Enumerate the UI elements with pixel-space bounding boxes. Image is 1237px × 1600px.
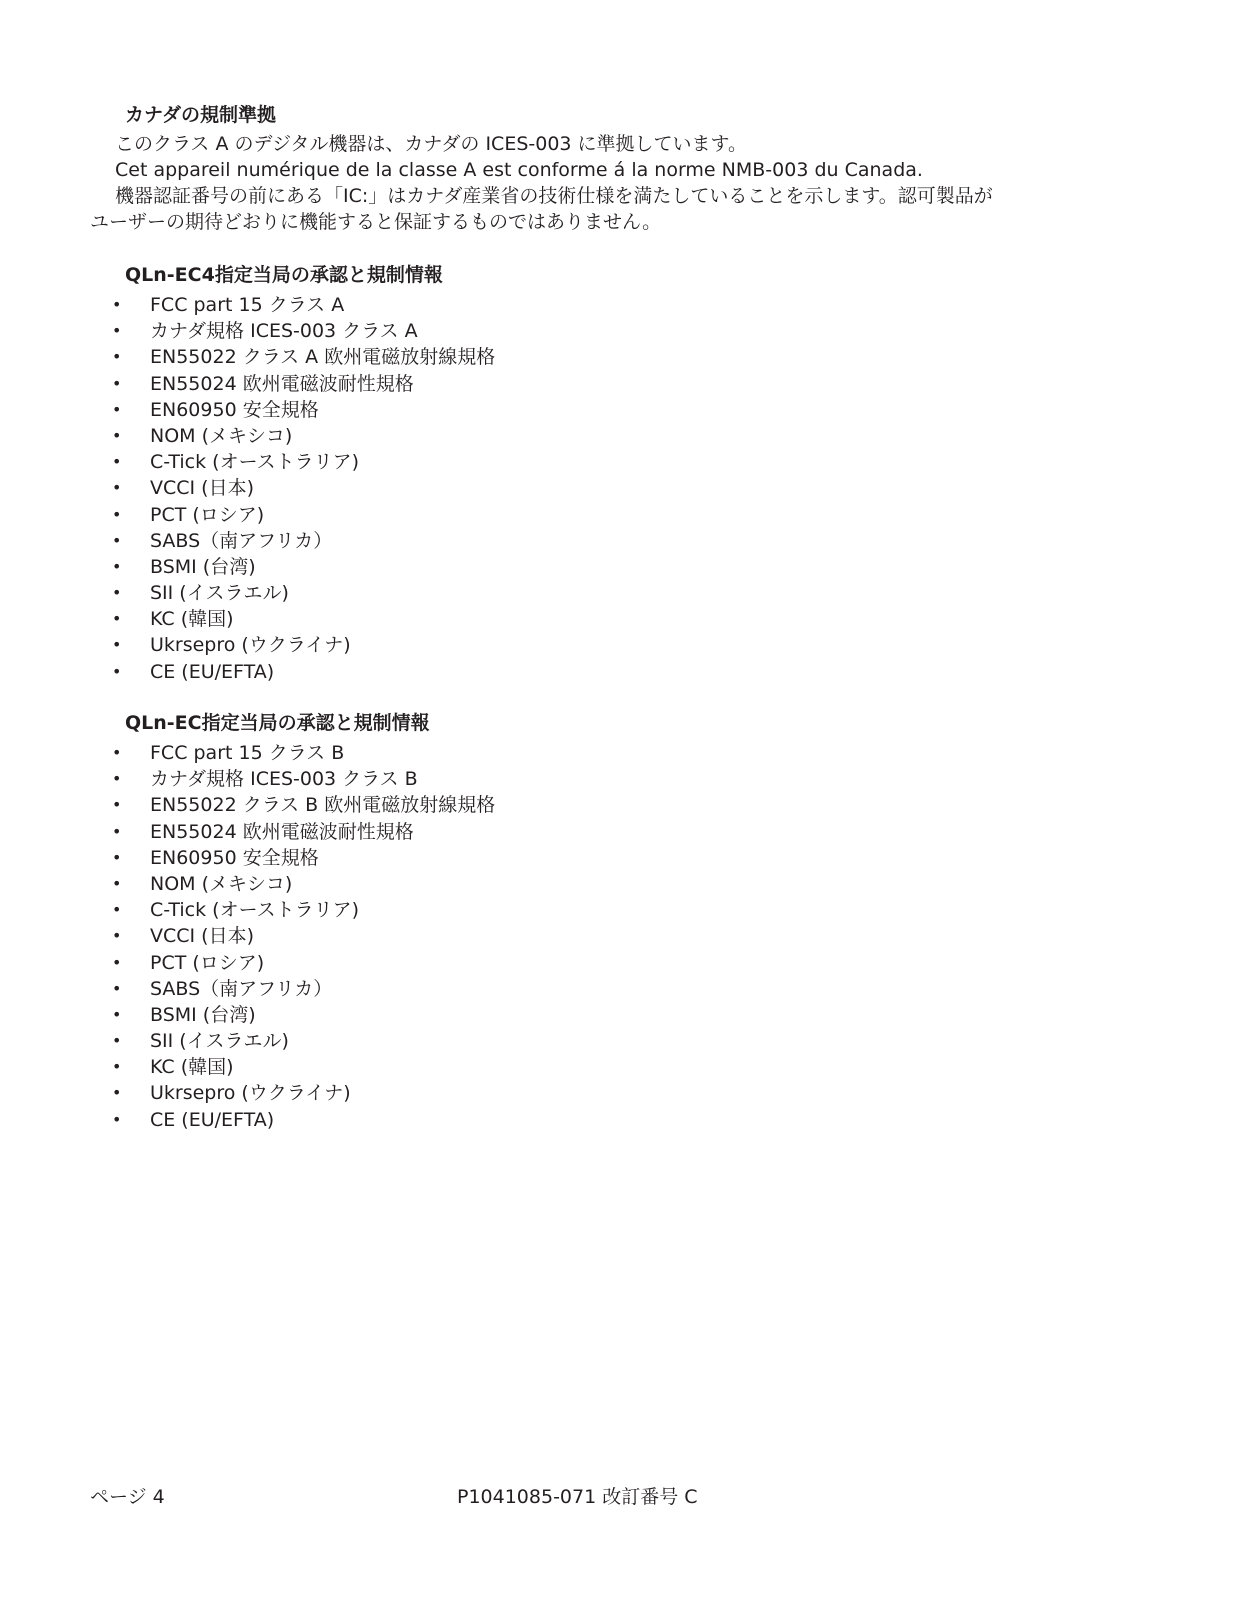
list-item-text: SII (イスラエル): [150, 582, 289, 605]
list-item-text: FCC part 15 クラス A: [150, 294, 345, 316]
list-item-text: SABS（南アフリカ）: [150, 977, 333, 1000]
list-item-text: VCCI (日本): [150, 477, 254, 500]
canada-compliance-line-2: Cet appareil numérique de la classe A est conforme á la norme NMB-003 du Canada.: [115, 159, 923, 181]
list-item-text: CE (EU/EFTA): [150, 660, 275, 683]
bullet-icon: •: [112, 556, 122, 576]
bullet-icon: •: [112, 795, 122, 815]
bullet-icon: •: [112, 743, 122, 762]
bullet-icon: •: [112, 373, 122, 393]
canada-compliance-line-4: ユーザーの期待どおりに機能すると保証するものではありません。: [90, 211, 662, 233]
list-item-text: PCT (ロシア): [150, 503, 265, 526]
bullet-icon: •: [112, 873, 122, 893]
list-item-text: PCT (ロシア): [150, 951, 265, 974]
bullet-icon: •: [112, 425, 122, 445]
bullet-icon: •: [112, 1109, 122, 1129]
bullet-icon: •: [112, 769, 122, 789]
page-number: ページ 4: [90, 1486, 165, 1508]
ec4-approvals-heading: QLn-EC4指定当局の承認と規制情報: [125, 264, 443, 286]
bullet-icon: •: [112, 952, 122, 972]
list-item-text: BSMI (台湾): [150, 555, 256, 578]
list-item-text: SABS（南アフリカ）: [150, 529, 333, 552]
bullet-icon: •: [112, 321, 122, 341]
bullet-icon: •: [112, 900, 122, 920]
bullet-icon: •: [112, 1031, 122, 1051]
bullet-icon: •: [112, 635, 122, 655]
document-number: P1041085-071 改訂番号 C: [457, 1486, 698, 1508]
list-item-text: EN60950 安全規格: [150, 398, 319, 421]
bullet-icon: •: [112, 530, 122, 550]
list-item-text: KC (韓国): [150, 1056, 234, 1079]
ec-approvals-heading: QLn-EC指定当局の承認と規制情報: [125, 712, 430, 734]
list-item-text: BSMI (台湾): [150, 1003, 256, 1026]
list-item-text: SII (イスラエル): [150, 1030, 289, 1053]
bullet-icon: •: [112, 452, 122, 472]
canada-compliance-line-3: 機器認証番号の前にある「IC:」はカナダ産業省の技術仕様を満たしていることを示します。認可製品が: [115, 185, 993, 207]
list-item-text: CE (EU/EFTA): [150, 1108, 275, 1131]
bullet-icon: •: [112, 295, 122, 314]
list-item-text: EN55024 欧州電磁波耐性規格: [150, 820, 414, 843]
bullet-icon: •: [112, 1057, 122, 1077]
bullet-icon: •: [112, 399, 122, 419]
bullet-icon: •: [112, 821, 122, 841]
list-item-text: NOM (メキシコ): [150, 424, 293, 447]
bullet-icon: •: [112, 504, 122, 524]
list-item-text: FCC part 15 クラス B: [150, 742, 345, 764]
list-item-text: NOM (メキシコ): [150, 872, 293, 895]
bullet-icon: •: [112, 1004, 122, 1024]
list-item-text: EN60950 安全規格: [150, 846, 319, 869]
list-item-text: KC (韓国): [150, 608, 234, 631]
list-item-text: EN55022 クラス A 欧州電磁放射線規格: [150, 346, 496, 369]
bullet-icon: •: [112, 1083, 122, 1103]
list-item-text: カナダ規格 ICES-003 クラス A: [150, 320, 418, 343]
bullet-icon: •: [112, 926, 122, 946]
bullet-icon: •: [112, 661, 122, 681]
bullet-icon: •: [112, 847, 122, 867]
list-item-text: C-Tick (オーストラリア): [150, 451, 360, 474]
list-item-text: カナダ規格 ICES-003 クラス B: [150, 768, 418, 791]
canada-compliance-heading: カナダの規制準拠: [125, 104, 277, 126]
list-item-text: Ukrsepro (ウクライナ): [150, 1082, 351, 1105]
bullet-icon: •: [112, 583, 122, 603]
list-item-text: EN55024 欧州電磁波耐性規格: [150, 372, 414, 395]
canada-compliance-line-1: このクラス A のデジタル機器は、カナダの ICES-003 に準拠しています。: [115, 133, 748, 155]
bullet-icon: •: [112, 478, 122, 498]
list-item-text: EN55022 クラス B 欧州電磁放射線規格: [150, 794, 496, 817]
bullet-icon: •: [112, 978, 122, 998]
list-item-text: Ukrsepro (ウクライナ): [150, 634, 351, 657]
bullet-icon: •: [112, 347, 122, 367]
list-item-text: C-Tick (オーストラリア): [150, 899, 360, 922]
list-item-text: VCCI (日本): [150, 925, 254, 948]
bullet-icon: •: [112, 609, 122, 629]
